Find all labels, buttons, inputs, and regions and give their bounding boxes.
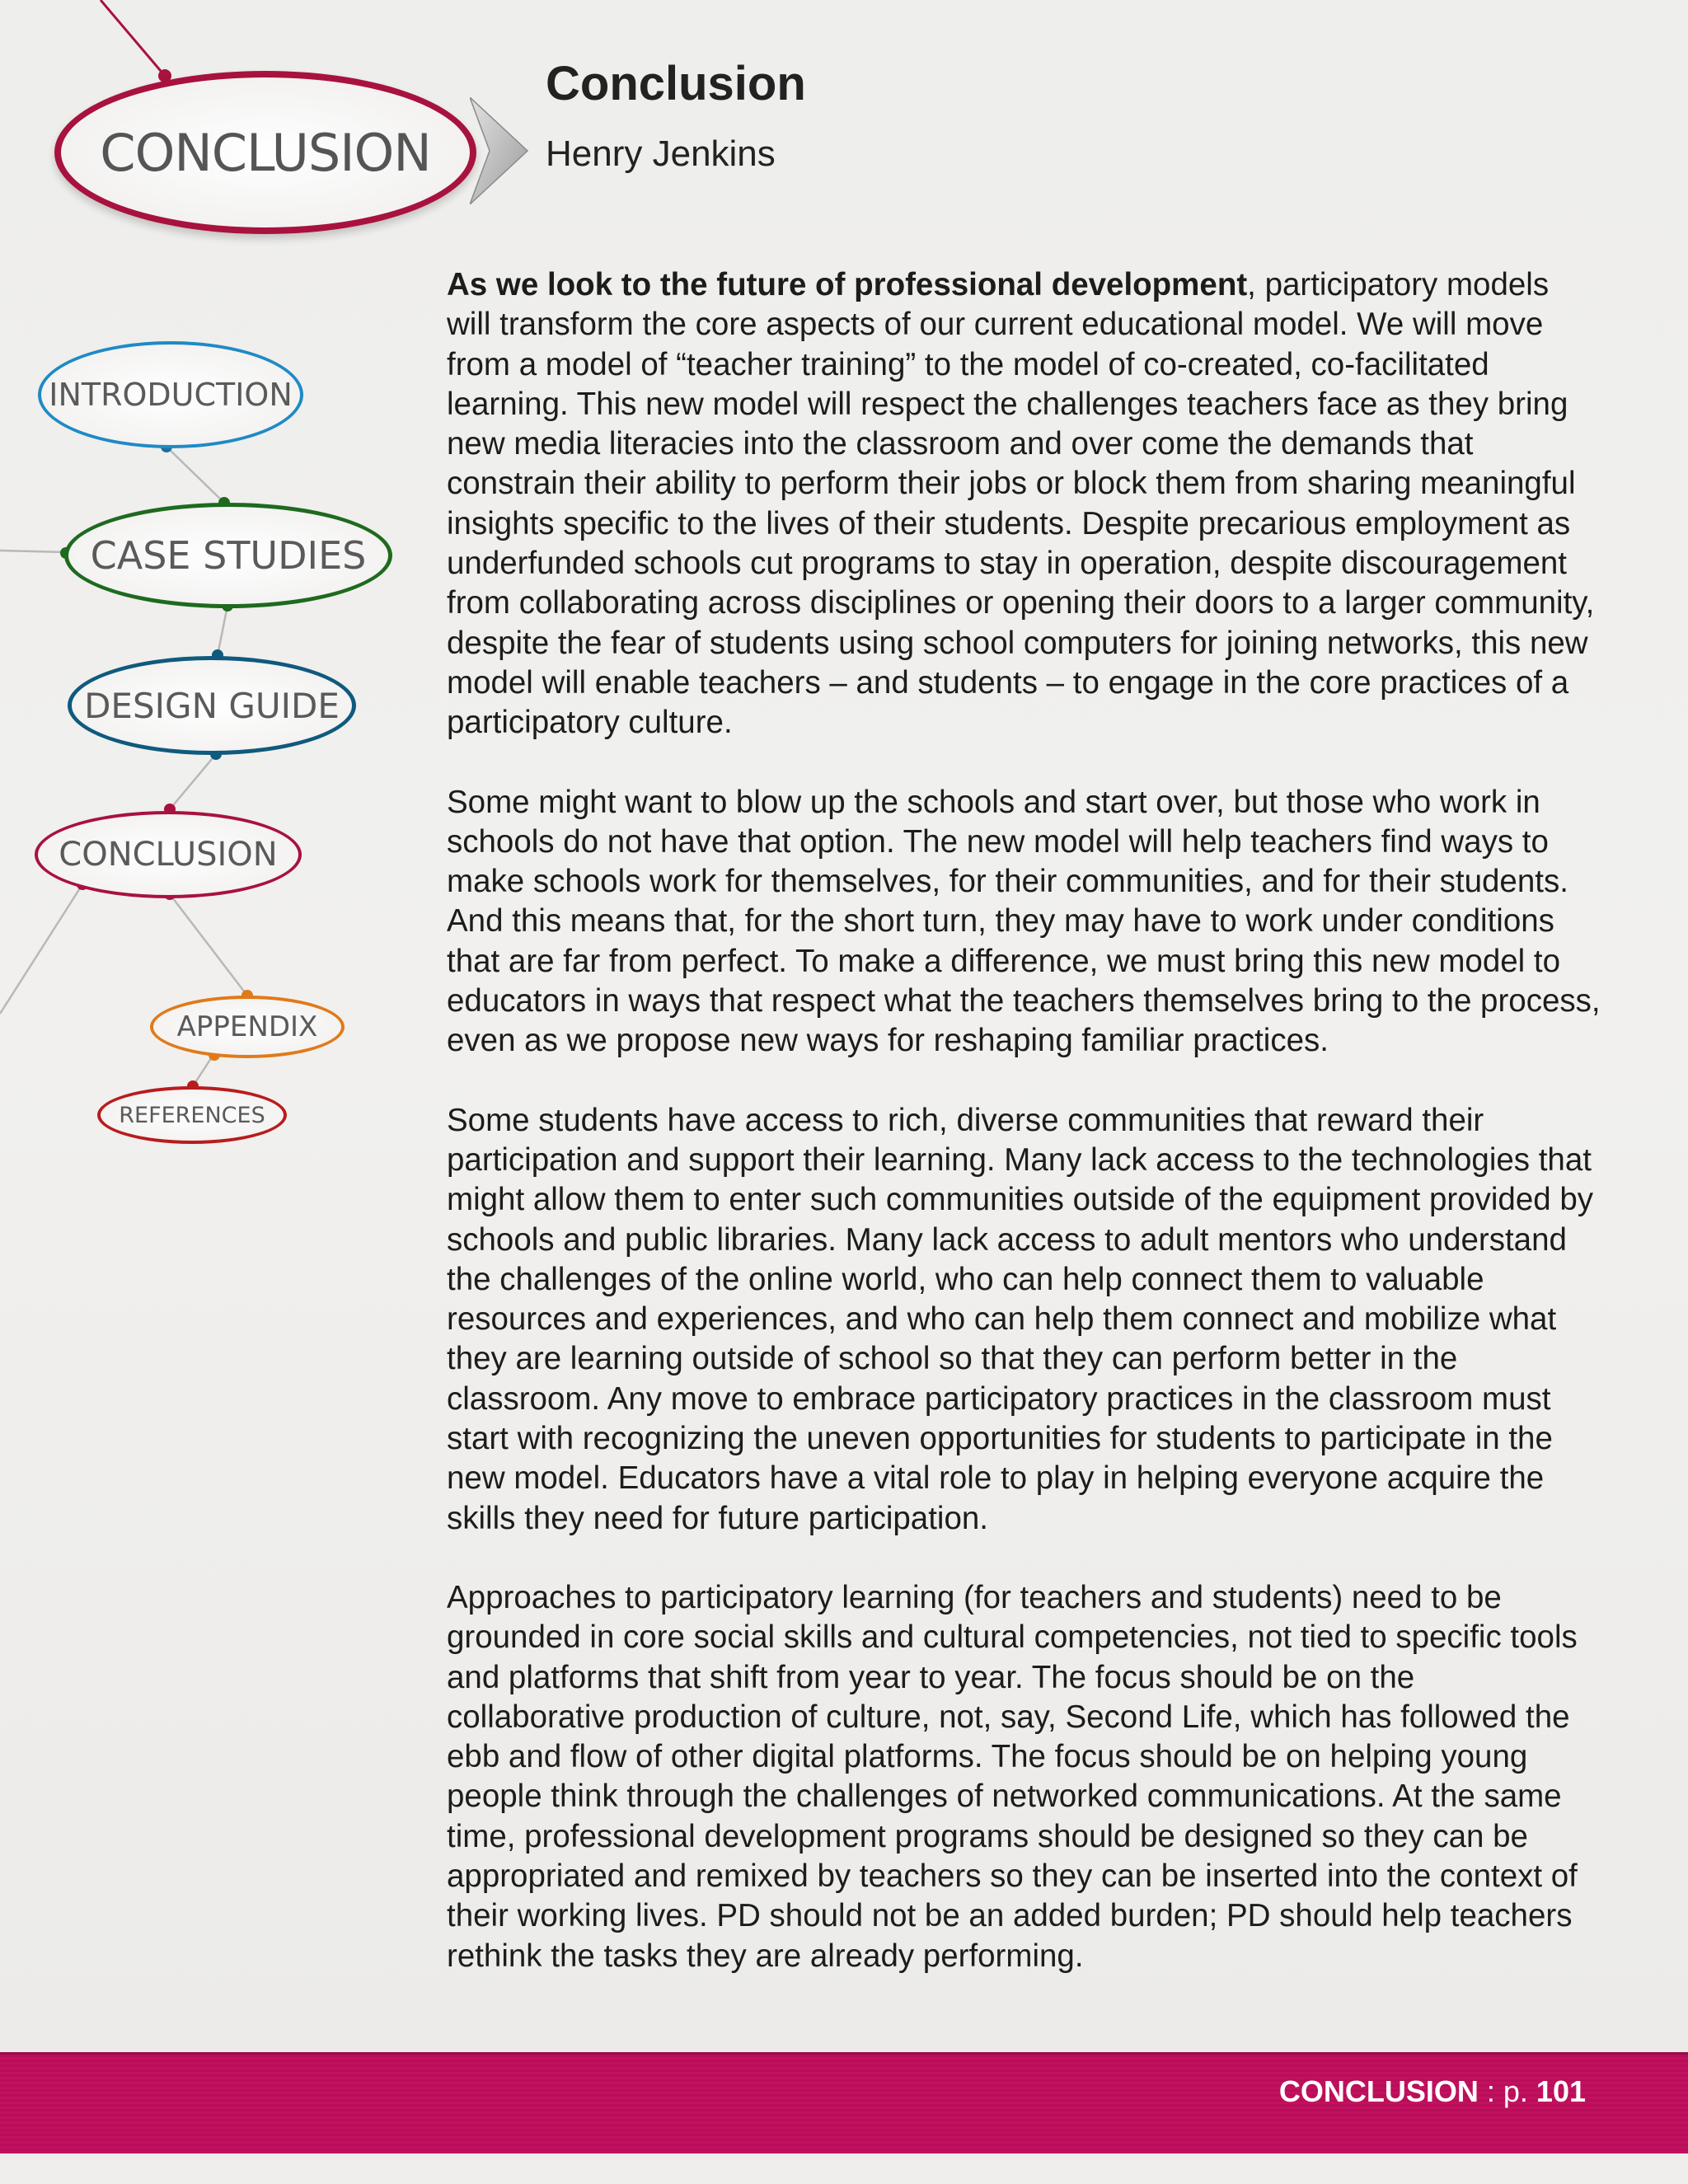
page-footer-label [1279,2074,1586,2109]
paragraph [447,265,1601,743]
page-title: Conclusion [546,57,806,110]
paragraph: Approaches to participatory learning (for teachers and students) need to be grounded in core social skills and cultural competencies, not tied to specific tools and platforms that shift from year to year. The focus should be on the collaborative production of culture, not, say, Second Life, which has followed the ebb and flow of other digital platforms. The focus should be on helping young people think through the challenges of networked communications. At the same time, professional development programs should be designed so they can be appropriated and remixed by teachers so they can be inserted into the context of their working lives. PD should not be an added burden; PD should help teachers rethink the tasks they are already performing. [447,1579,1578,1974]
nav-item-label: REFERENCES [119,1102,265,1128]
lead-in: As we look to the future of professional development [447,267,1248,302]
nav-item-references[interactable] [97,1086,287,1144]
footer-section: CONCLUSION [1278,2074,1479,2108]
nav-item-conclusion[interactable] [35,811,302,898]
nav-item-label: CONCLUSION [59,836,278,874]
page-number: 101 [1536,2074,1586,2108]
nav-item-appendix[interactable] [150,996,345,1058]
nav-item-label: INTRODUCTION [49,377,293,413]
chevron-right-icon [470,97,536,204]
nav-item-label: DESIGN GUIDE [84,685,340,726]
section-badge-label: CONCLUSION [100,122,431,183]
article-body [447,265,1601,2016]
paragraph-text: , participatory models will transform the core aspects of our current educational model. We will move from a model of “teacher training” to the model of co-created, co-facilitated learning. This new model will respect the challenges teachers face as they bring new media literacies into the classroom and over come the demands that constrain their ability to perform their jobs or block them from sharing meaningful insights specific to the lives of their students. Despite precarious employment as underfunded schools cut programs to stay in operation, despite discouragement from collaborating across disciplines or opening their doors to a larger community, despite the fear of students using school computers for joining networks, this new model will enable teachers – and students – to engage in the core practices of a participatory culture. [447,267,1595,741]
nav-item-design-guide[interactable] [68,656,356,755]
footer-bar [0,2052,1688,2154]
nav-item-label: APPENDIX [176,1010,318,1043]
section-badge [54,71,476,234]
nav-item-case-studies[interactable] [64,503,392,608]
nav-item-introduction[interactable] [38,341,303,448]
footer-separator: : p. [1478,2074,1536,2108]
paragraph: Some students have access to rich, diverse communities that reward their participation and support their learning. Many lack access to the technologies that might allow them to enter such communities outside of the equipment provided by schools and public libraries. Many lack access to adult mentors who understand the challenges of the online world, who can help connect them to valuable resources and experiences, and who can help them connect and mobilize what they are learning outside of school so that they can perform better in the classroom. Any move to embrace participatory practices in the classroom must start with recognizing the uneven opportunities for students to participate in the new model. Educators have a vital role to play in helping everyone acquire the skills they need for future participation. [447,1102,1594,1536]
nav-item-label: CASE STUDIES [90,533,367,578]
paragraph: Some might want to blow up the schools and start over, but those who work in schools do not have that option. The new model will help teachers find ways to make schools work for themselves, for their communities, and for their students. And this means that, for the short turn, they may have to work under conditions that are far from perfect. To make a difference, we must bring this new model to educators in ways that respect what the teachers themselves bring to the process, even as we propose new ways for reshaping familiar practices. [447,784,1601,1059]
page-author: Henry Jenkins [546,134,776,174]
